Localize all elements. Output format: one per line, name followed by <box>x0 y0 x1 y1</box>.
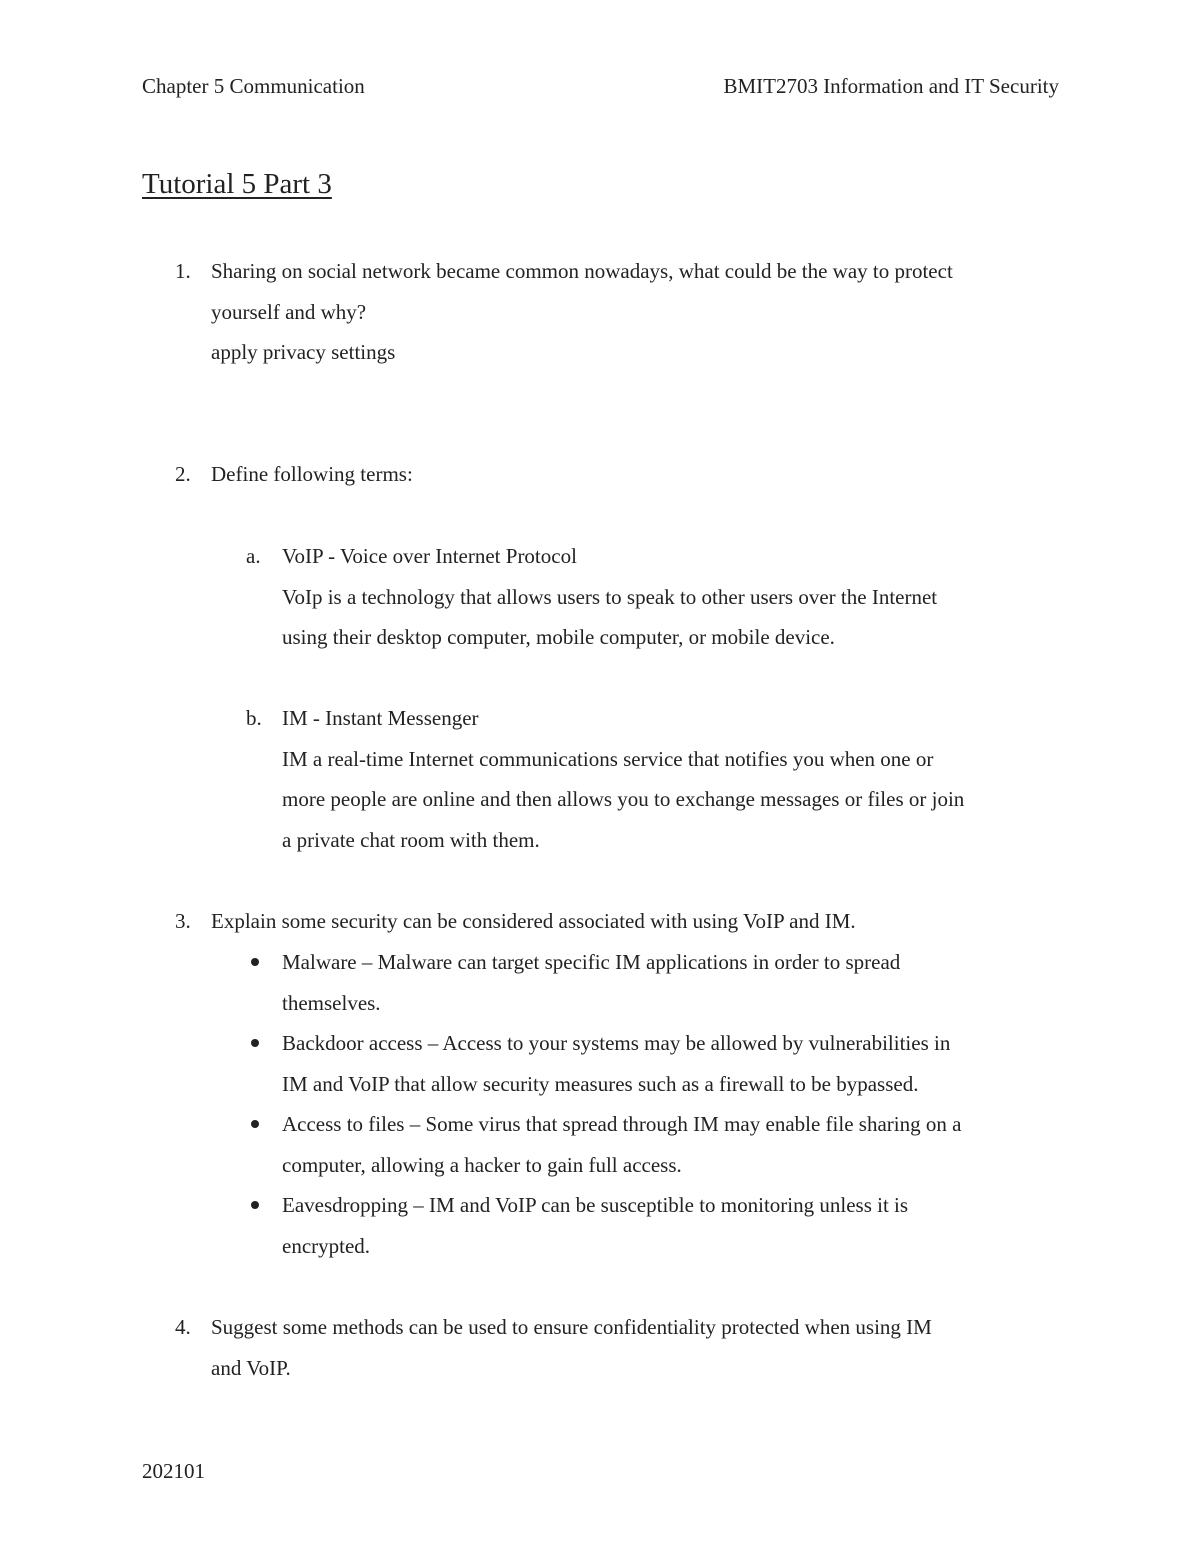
term-b <box>282 698 1059 860</box>
bullet-dot <box>251 1120 259 1128</box>
bullet-2-line-1: Backdoor access – Access to your systems may be allowed by vulnerabilities in <box>282 1031 951 1055</box>
question-1 <box>211 251 1059 373</box>
question-2-number: 2. <box>175 462 191 486</box>
question-1-line-2: yourself and why? <box>211 299 367 324</box>
question-2 <box>211 454 1059 495</box>
question-1-answer: apply privacy settings <box>211 340 396 365</box>
header-chapter: Chapter 5 Communication <box>142 74 365 98</box>
question-4-line-2: and VoIP. <box>211 1355 291 1380</box>
question-3-number: 3. <box>175 909 191 933</box>
footer-code: 202101 <box>142 1459 205 1483</box>
bullet-1-line-2: themselves. <box>282 990 381 1015</box>
term-b-line-1: IM a real-time Internet communications service that notifies you when one or <box>282 746 934 771</box>
question-3 <box>211 901 1059 942</box>
bullet-dot <box>251 958 259 966</box>
question-2-text: Define following terms: <box>211 462 413 486</box>
question-4-line-1: Suggest some methods can be used to ensure confidentiality protected when using IM <box>211 1315 932 1339</box>
question-1-line-1: Sharing on social network became common nowadays, what could be the way to protect <box>211 259 953 283</box>
bullet-item-access-files <box>282 1104 1059 1185</box>
question-1-number: 1. <box>175 259 191 283</box>
term-a-marker: a. <box>246 544 261 568</box>
bullet-item-backdoor <box>282 1023 1059 1104</box>
header-course: BMIT2703 Information and IT Security <box>723 74 1059 98</box>
bullet-4-line-2: encrypted. <box>282 1233 371 1258</box>
question-4-number: 4. <box>175 1315 191 1339</box>
question-3-text: Explain some security can be considered associated with using VoIP and IM. <box>211 909 856 933</box>
bullet-item-eavesdropping <box>282 1185 1059 1266</box>
bullet-4-line-1: Eavesdropping – IM and VoIP can be susceptible to monitoring unless it is <box>282 1193 909 1217</box>
bullet-item-malware <box>282 942 1059 1023</box>
term-b-line-2: more people are online and then allows you to exchange messages or files or join <box>282 787 965 812</box>
term-a-line-1: VoIp is a technology that allows users to speak to other users over the Internet <box>282 584 938 609</box>
bullet-1-line-1: Malware – Malware can target specific IM applications in order to spread <box>282 950 901 974</box>
bullet-3-line-1: Access to files – Some virus that spread through IM may enable file sharing on a <box>282 1112 962 1136</box>
term-b-title: IM - Instant Messenger <box>282 706 479 730</box>
bullet-dot <box>251 1039 259 1047</box>
page-title: Tutorial 5 Part 3 <box>142 168 332 200</box>
term-b-marker: b. <box>246 706 262 730</box>
bullet-3-line-2: computer, allowing a hacker to gain full access. <box>282 1152 682 1177</box>
term-a-title: VoIP - Voice over Internet Protocol <box>282 544 577 568</box>
term-b-line-3: a private chat room with them. <box>282 827 540 852</box>
term-a <box>282 536 1059 658</box>
bullet-dot <box>251 1201 259 1209</box>
bullet-2-line-2: IM and VoIP that allow security measures such as a firewall to be bypassed. <box>282 1071 919 1096</box>
term-a-line-2: using their desktop computer, mobile computer, or mobile device. <box>282 625 835 650</box>
question-4 <box>211 1307 1059 1388</box>
